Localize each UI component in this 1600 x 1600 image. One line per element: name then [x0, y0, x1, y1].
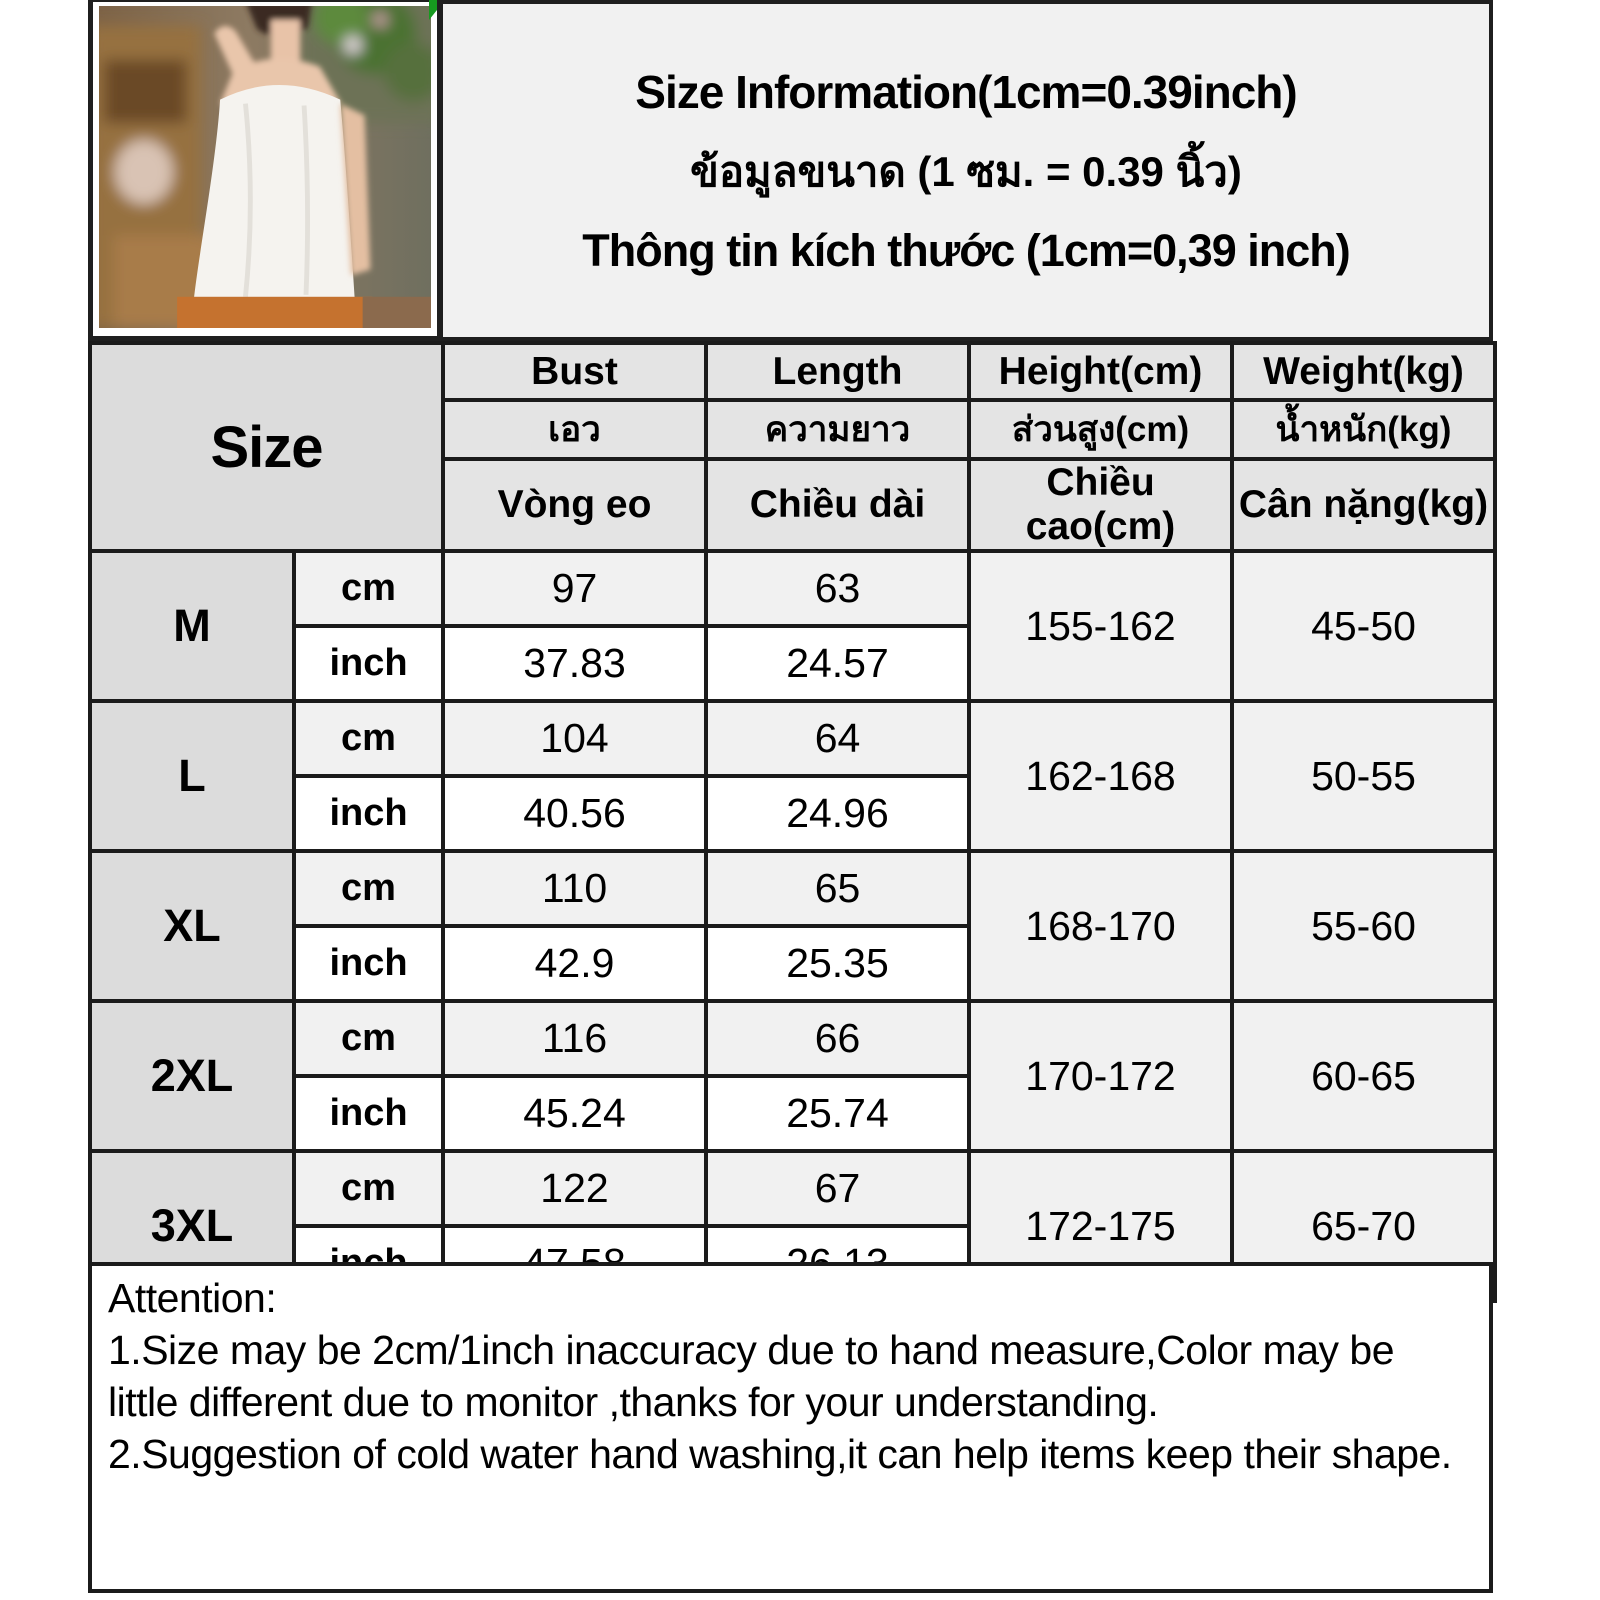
bust-cm-value: 104 — [443, 701, 706, 776]
size-label-3xl: 3XL — [90, 1151, 294, 1301]
table-row — [90, 1001, 1495, 1076]
length-cm-value: 63 — [706, 551, 969, 626]
height-range-value: 155-162 — [969, 551, 1232, 701]
size-header-cell: Size — [90, 343, 443, 551]
title-thai: ข้อมูลขนาด (1 ซม. = 0.39 นิ้ว) — [690, 147, 1242, 195]
bust-cm-value: 97 — [443, 551, 706, 626]
size-label-l: L — [90, 701, 294, 851]
column-header-length: Length — [706, 343, 969, 400]
bust-cm-value: 122 — [443, 1151, 706, 1226]
size-label-2xl: 2XL — [90, 1001, 294, 1151]
table-row — [90, 701, 1495, 776]
attention-note-2: 2.Suggestion of cold water hand washing,it can help items keep their shape. — [108, 1431, 1452, 1478]
size-information-header — [437, 0, 1493, 341]
length-cm-value: 67 — [706, 1151, 969, 1226]
column-header-bust: Bust — [443, 343, 706, 400]
length-inch-value: 24.96 — [706, 776, 969, 851]
bust-inch-value: 45.24 — [443, 1076, 706, 1151]
length-cm-value: 66 — [706, 1001, 969, 1076]
column-header-length-th: ความยาว — [706, 400, 969, 459]
size-label-m: M — [90, 551, 294, 701]
column-header-height-vi: Chiều cao(cm) — [969, 459, 1232, 551]
weight-range-value: 45-50 — [1232, 551, 1495, 701]
attention-heading: Attention: — [108, 1275, 277, 1321]
unit-cm-label: cm — [294, 851, 443, 926]
length-inch-value: 25.35 — [706, 926, 969, 1001]
column-header-bust-vi: Vòng eo — [443, 459, 706, 551]
column-header-bust-th: เอว — [443, 400, 706, 459]
unit-cm-label: cm — [294, 701, 443, 776]
product-photo-image — [99, 6, 431, 328]
bust-cm-value: 110 — [443, 851, 706, 926]
table-row — [90, 851, 1495, 926]
length-cm-value: 64 — [706, 701, 969, 776]
header-row-english — [90, 343, 1495, 400]
size-table — [88, 341, 1497, 1303]
column-header-length-vi: Chiều dài — [706, 459, 969, 551]
unit-cm-label: cm — [294, 1001, 443, 1076]
table-row — [90, 1151, 1495, 1226]
table-row — [90, 551, 1495, 626]
length-inch-value: 25.74 — [706, 1076, 969, 1151]
weight-range-value: 65-70 — [1232, 1151, 1495, 1301]
height-range-value: 172-175 — [969, 1151, 1232, 1301]
column-header-height-th: ส่วนสูง(cm) — [969, 400, 1232, 459]
weight-range-value: 50-55 — [1232, 701, 1495, 851]
height-range-value: 168-170 — [969, 851, 1232, 1001]
height-range-value: 162-168 — [969, 701, 1232, 851]
product-photo — [88, 0, 437, 341]
bust-cm-value: 116 — [443, 1001, 706, 1076]
unit-inch-label: inch — [294, 626, 443, 701]
height-range-value: 170-172 — [969, 1001, 1232, 1151]
column-header-weight-vi: Cân nặng(kg) — [1232, 459, 1495, 551]
column-header-weight: Weight(kg) — [1232, 343, 1495, 400]
title-vietnamese: Thông tin kích thước (1cm=0,39 inch) — [582, 224, 1350, 276]
weight-range-value: 60-65 — [1232, 1001, 1495, 1151]
unit-inch-label: inch — [294, 776, 443, 851]
length-inch-value: 24.57 — [706, 626, 969, 701]
column-header-height: Height(cm) — [969, 343, 1232, 400]
column-header-weight-th: น้ำหนัก(kg) — [1232, 400, 1495, 459]
unit-inch-label: inch — [294, 1076, 443, 1151]
bust-inch-value: 37.83 — [443, 626, 706, 701]
bust-inch-value: 42.9 — [443, 926, 706, 1001]
unit-cm-label: cm — [294, 1151, 443, 1226]
unit-inch-label: inch — [294, 926, 443, 1001]
title-english: Size Information(1cm=0.39inch) — [635, 65, 1297, 118]
attention-note-1: 1.Size may be 2cm/1inch inaccuracy due to hand measure,Color may be little different due to monitor ,thanks for your understanding. — [108, 1327, 1395, 1426]
length-cm-value: 65 — [706, 851, 969, 926]
weight-range-value: 55-60 — [1232, 851, 1495, 1001]
unit-cm-label: cm — [294, 551, 443, 626]
size-label-xl: XL — [90, 851, 294, 1001]
bust-inch-value: 40.56 — [443, 776, 706, 851]
attention-notes — [88, 1262, 1493, 1593]
model-photo-illustration — [99, 6, 431, 328]
